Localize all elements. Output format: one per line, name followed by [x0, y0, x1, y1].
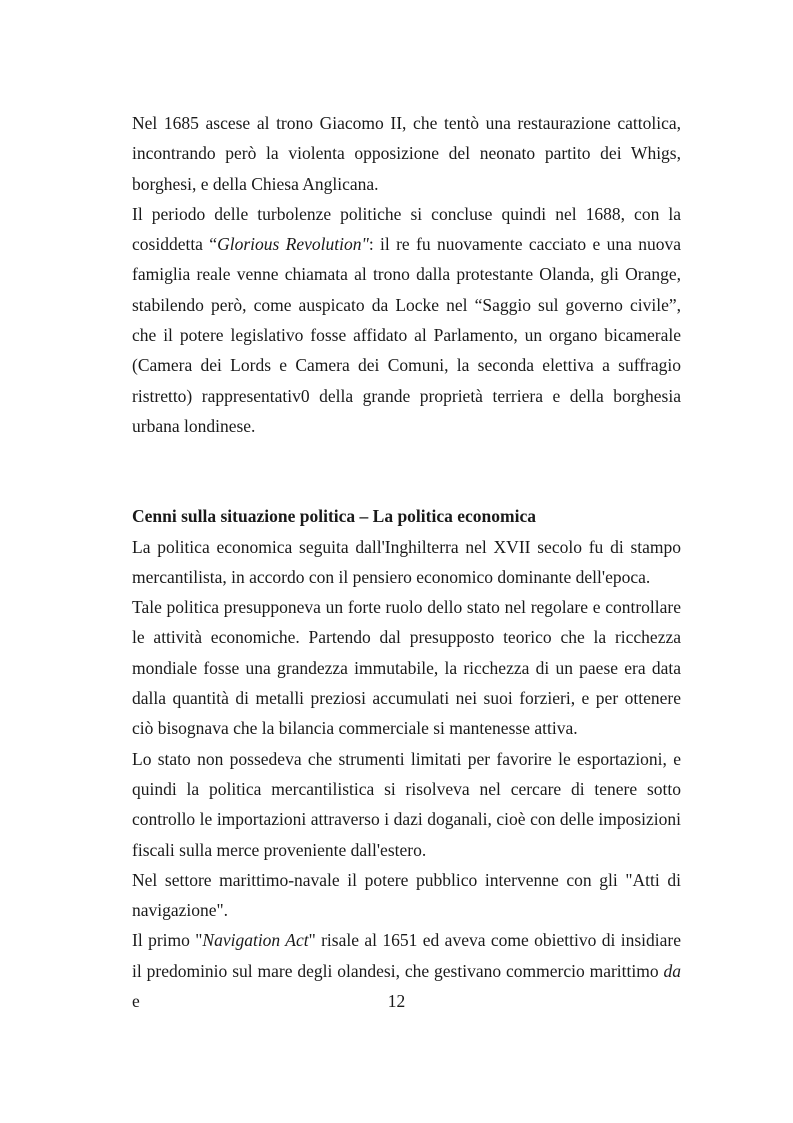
text-run: e [132, 991, 140, 1012]
text-run: Lo stato non possedeva che strumenti limitati per favorire le esportazioni, e quindi la politica mercantilistica si risolveva nel cercare di tenere sotto controllo le importazioni attraverso i dazi doganali, cioè con delle imposizioni fiscali sulla merce proveniente dall'estero. [132, 748, 681, 860]
paragraph [132, 592, 681, 743]
text-run: Il periodo delle turbolenze politiche si concluse quindi nel 1688, con la cosiddetta “ [132, 203, 681, 255]
text-run: " risale al 1651 ed aveva come obiettivo di insidiare il predominio sul mare degli olandesi, che gestivano commercio marittimo [132, 930, 681, 981]
italic-text: da [663, 960, 681, 981]
text-run: La politica economica seguita dall'Inghilterra nel XVII secolo fu di stampo mercantilista, in accordo con il pensiero economico dominante dell'epoca. [132, 536, 681, 587]
section-heading: Cenni sulla situazione politica – La politica economica [132, 506, 536, 527]
text-run: Tale politica presupponeva un forte ruolo dello stato nel regolare e controllare le attività economiche. Partendo dal presupposto teorico che la ricchezza mondiale fosse una grandezza immutabile, la ricchezza di un paese era data dalla quantità di metalli preziosi accumulati nei suoi forzieri, e per ottenere ciò bisognava che la bilancia commerciale si mantenesse attiva. [132, 597, 681, 739]
paragraph [132, 199, 681, 441]
section-paragraphs [132, 532, 681, 1017]
text-run: : il re fu nuovamente cacciato e una nuova famiglia reale venne chiamata al trono dalla protestante Olanda, gli Orange, stabilendo però, come auspicato da Locke nel “Saggio sul governo civile”, che il potere legislativo fosse affidato al Parlamento, un organo bicamerale (Camera dei Lords e Camera dei Comuni, la seconda elettiva a suffragio ristretto) rappresentativ0 della grande proprietà terriera e della borghesia urbana londinese. [132, 234, 682, 436]
intro-paragraphs [132, 108, 681, 441]
page-body [132, 108, 681, 1016]
paragraph [132, 108, 681, 199]
page-number: 12 [387, 991, 406, 1011]
paragraph [132, 532, 681, 593]
text-run: Nel settore marittimo-navale il potere pubblico intervenne con gli "Atti di navigazione". [132, 869, 681, 921]
text-run: Il primo " [132, 930, 203, 951]
paragraph [132, 744, 681, 865]
italic-text: Glorious Revolution" [217, 234, 369, 255]
italic-text: Navigation Act [202, 930, 309, 951]
text-run: Nel 1685 ascese al trono Giacomo II, che tentò una restaurazione cattolica, incontrando però la violenta opposizione del neonato partito dei Whigs, borghesi, e della Chiesa Anglicana. [132, 113, 681, 194]
section-spacer [132, 441, 681, 501]
paragraph [132, 865, 681, 926]
